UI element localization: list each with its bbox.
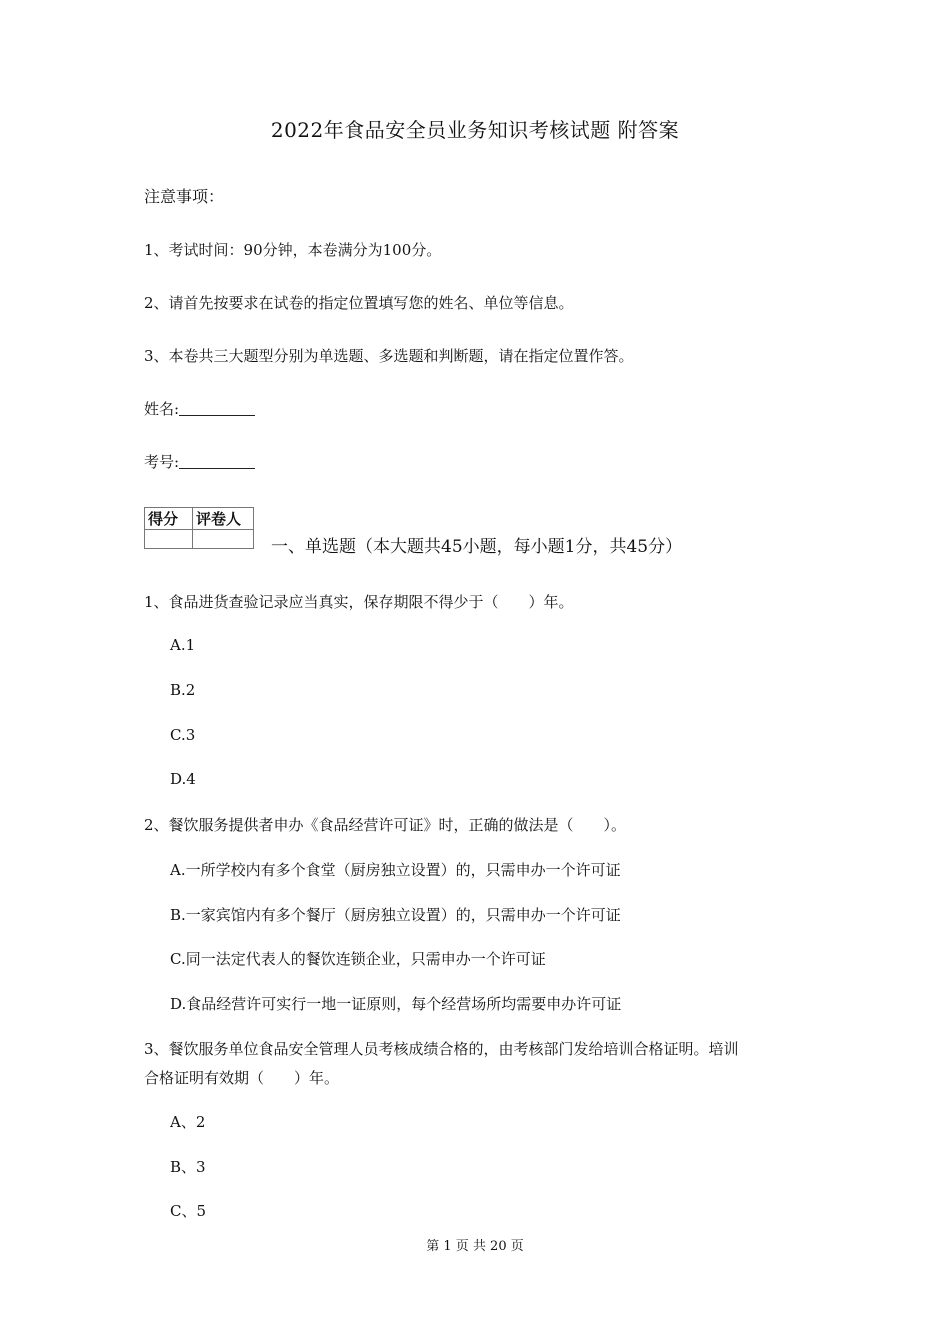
notice-item: 1、考试时间：90分钟，本卷满分为100分。: [144, 241, 442, 259]
option-item: C.3: [170, 726, 196, 744]
grader-cell[interactable]: [193, 530, 254, 549]
option-item: B.2: [170, 681, 196, 699]
name-label: 姓名:: [144, 400, 180, 418]
id-field: [144, 451, 255, 472]
notice-heading: 注意事项：: [144, 187, 225, 206]
notice-item: 2、请首先按要求在试卷的指定位置填写您的姓名、单位等信息。: [144, 294, 574, 312]
question-text: 3、餐饮服务单位食品安全管理人员考核成绩合格的，由考核部门发给培训合格证明。培训: [144, 1040, 739, 1058]
score-cell[interactable]: [145, 530, 193, 549]
option-item: C.同一法定代表人的餐饮连锁企业，只需申办一个许可证: [170, 950, 546, 968]
option-item: C、5: [170, 1202, 207, 1220]
option-item: A.1: [170, 636, 196, 654]
notice-item: 3、本卷共三大题型分别为单选题、多选题和判断题，请在指定位置作答。: [144, 347, 634, 365]
id-label: 考号:: [144, 453, 180, 471]
document-title: 2022年食品安全员业务知识考核试题 附答案: [270, 118, 680, 142]
question-text: 1、食品进货查验记录应当真实，保存期限不得少于（ ）年。: [144, 593, 574, 611]
grader-header: 评卷人: [193, 508, 254, 530]
option-item: A.一所学校内有多个食堂（厨房独立设置）的，只需申办一个许可证: [170, 861, 621, 879]
score-table: [144, 507, 254, 549]
option-item: D.食品经营许可实行一地一证原则，每个经营场所均需要申办许可证: [170, 995, 622, 1013]
question-text: 2、餐饮服务提供者申办《食品经营许可证》时，正确的做法是（ ）。: [144, 816, 627, 834]
option-item: B、3: [170, 1158, 206, 1176]
name-blank[interactable]: [179, 401, 255, 416]
name-field: [144, 398, 255, 419]
question-text-continued: 合格证明有效期（ ）年。: [144, 1069, 340, 1087]
id-blank[interactable]: [179, 454, 255, 469]
page-footer: 第 1 页 共 20 页: [426, 1239, 524, 1254]
option-item: B.一家宾馆内有多个餐厅（厨房独立设置）的，只需申办一个许可证: [170, 906, 621, 924]
option-item: A、2: [170, 1113, 206, 1131]
section-heading: 一、单选题（本大题共45小题，每小题1分，共45分）: [271, 537, 683, 557]
score-header: 得分: [145, 508, 193, 530]
option-item: D.4: [170, 770, 196, 788]
